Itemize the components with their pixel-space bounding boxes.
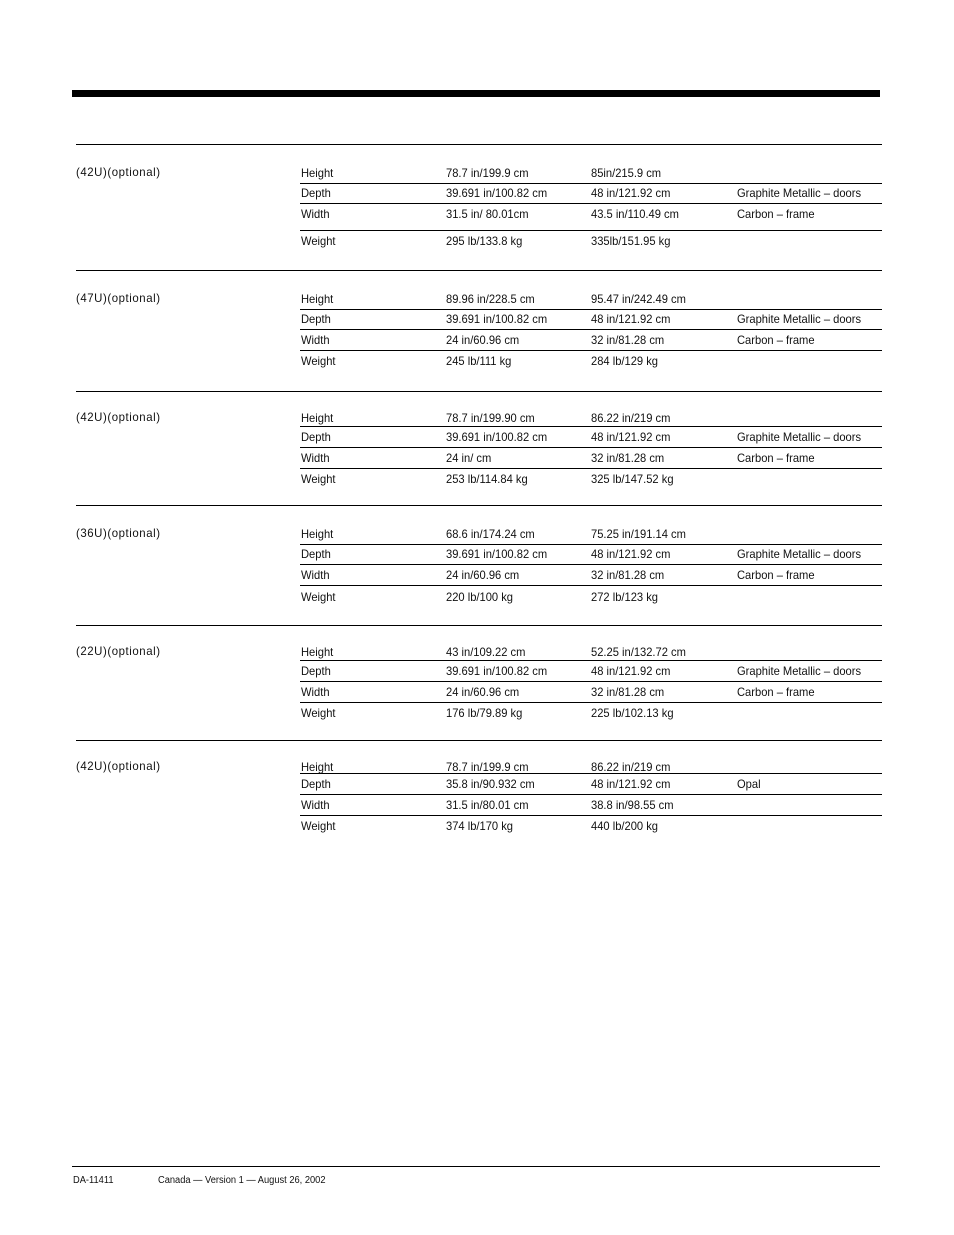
packaged-value: 48 in/121.92 cm (591, 664, 671, 678)
section-divider (76, 740, 882, 741)
standard-value: 24 in/60.96 cm (446, 685, 520, 699)
dimension-label: Depth (301, 664, 331, 678)
cabinet-size-label: (22U)(optional) (76, 644, 161, 658)
packaged-value: 43.5 in/110.49 cm (591, 207, 679, 221)
dimension-label: Height (301, 645, 334, 659)
spec-row-weight (300, 469, 882, 489)
cabinet-size-label: (42U)(optional) (76, 165, 161, 179)
spec-row-width (300, 204, 882, 231)
spec-row-weight (300, 351, 882, 371)
spec-row-width (300, 330, 882, 351)
cabinet-size-label: (36U)(optional) (76, 526, 161, 540)
packaged-value: 272 lb/123 kg (591, 590, 659, 604)
packaged-value: 32 in/81.28 cm (591, 685, 665, 699)
document-edition: Canada — Version 1 — August 26, 2002 (158, 1175, 326, 1186)
section-divider (76, 505, 882, 506)
spec-row-depth (300, 427, 882, 448)
section-divider (76, 144, 882, 145)
finish-note: Carbon – frame (737, 207, 815, 221)
dimension-label: Depth (301, 312, 331, 326)
finish-note: Graphite Metallic – doors (737, 186, 862, 200)
packaged-value: 85in/215.9 cm (591, 166, 662, 180)
standard-value: 78.7 in/199.90 cm (446, 411, 535, 425)
standard-value: 220 lb/100 kg (446, 590, 514, 604)
finish-note: Carbon – frame (737, 568, 815, 582)
standard-value: 39.691 in/100.82 cm (446, 664, 548, 678)
spec-row-depth (300, 309, 882, 330)
dimension-label: Width (301, 568, 330, 582)
dimension-label: Height (301, 292, 334, 306)
cabinet-size-label: (42U)(optional) (76, 410, 161, 424)
packaged-value: 32 in/81.28 cm (591, 333, 665, 347)
packaged-value: 75.25 in/191.14 cm (591, 527, 686, 541)
packaged-value: 48 in/121.92 cm (591, 312, 671, 326)
dimension-label: Height (301, 166, 334, 180)
packaged-value: 325 lb/147.52 kg (591, 472, 674, 486)
dimension-label: Width (301, 333, 330, 347)
dimension-label: Height (301, 411, 334, 425)
packaged-value: 95.47 in/242.49 cm (591, 292, 686, 306)
spec-row-depth (300, 774, 882, 795)
finish-note: Opal (737, 777, 761, 791)
spec-row-weight (300, 587, 882, 607)
dimension-label: Height (301, 760, 334, 774)
packaged-value: 32 in/81.28 cm (591, 568, 665, 582)
dimension-label: Weight (301, 590, 336, 604)
standard-value: 43 in/109.22 cm (446, 645, 526, 659)
spec-row-height (300, 408, 882, 427)
dimension-label: Width (301, 798, 330, 812)
dimension-label: Width (301, 451, 330, 465)
footer-rule (72, 1166, 880, 1167)
spec-row-width (300, 565, 882, 586)
header-rule (72, 90, 880, 97)
packaged-value: 48 in/121.92 cm (591, 777, 671, 791)
section-divider (76, 270, 882, 271)
standard-value: 78.7 in/199.9 cm (446, 760, 529, 774)
standard-value: 68.6 in/174.24 cm (446, 527, 535, 541)
packaged-value: 225 lb/102.13 kg (591, 706, 674, 720)
packaged-value: 335lb/151.95 kg (591, 234, 671, 248)
dimension-label: Depth (301, 777, 331, 791)
spec-row-height (300, 289, 882, 310)
cabinet-size-label: (47U)(optional) (76, 291, 161, 305)
dimension-label: Width (301, 207, 330, 221)
dimension-label: Weight (301, 354, 336, 368)
spec-row-width (300, 448, 882, 469)
dimension-label: Width (301, 685, 330, 699)
dimension-label: Weight (301, 472, 336, 486)
spec-row-height (300, 163, 882, 184)
packaged-value: 38.8 in/98.55 cm (591, 798, 674, 812)
spec-row-width (300, 682, 882, 703)
packaged-value: 284 lb/129 kg (591, 354, 659, 368)
standard-value: 39.691 in/100.82 cm (446, 186, 548, 200)
standard-value: 24 in/60.96 cm (446, 568, 520, 582)
standard-value: 39.691 in/100.82 cm (446, 547, 548, 561)
packaged-value: 48 in/121.92 cm (591, 186, 671, 200)
finish-note: Carbon – frame (737, 451, 815, 465)
dimension-label: Height (301, 527, 334, 541)
dimension-label: Depth (301, 186, 331, 200)
standard-value: 39.691 in/100.82 cm (446, 312, 548, 326)
packaged-value: 32 in/81.28 cm (591, 451, 665, 465)
standard-value: 31.5 in/ 80.01cm (446, 207, 529, 221)
document-id: DA-11411 (73, 1175, 114, 1186)
standard-value: 78.7 in/199.9 cm (446, 166, 529, 180)
standard-value: 295 lb/133.8 kg (446, 234, 523, 248)
packaged-value: 52.25 in/132.72 cm (591, 645, 686, 659)
spec-row-weight (300, 703, 882, 723)
standard-value: 253 lb/114.84 kg (446, 472, 528, 486)
finish-note: Graphite Metallic – doors (737, 312, 862, 326)
dimension-label: Depth (301, 430, 331, 444)
standard-value: 24 in/60.96 cm (446, 333, 520, 347)
packaged-value: 86.22 in/219 cm (591, 411, 671, 425)
finish-note: Carbon – frame (737, 685, 815, 699)
packaged-value: 440 lb/200 kg (591, 819, 659, 833)
standard-value: 24 in/ cm (446, 451, 492, 465)
spec-row-weight (300, 231, 882, 251)
standard-value: 89.96 in/228.5 cm (446, 292, 535, 306)
finish-note: Graphite Metallic – doors (737, 547, 862, 561)
standard-value: 245 lb/111 kg (446, 354, 512, 368)
packaged-value: 48 in/121.92 cm (591, 547, 671, 561)
cabinet-size-label: (42U)(optional) (76, 759, 161, 773)
section-divider (76, 625, 882, 626)
spec-row-depth (300, 183, 882, 204)
dimension-label: Weight (301, 706, 336, 720)
dimension-label: Depth (301, 547, 331, 561)
standard-value: 176 lb/79.89 kg (446, 706, 523, 720)
dimension-label: Weight (301, 234, 336, 248)
finish-note: Graphite Metallic – doors (737, 430, 862, 444)
standard-value: 35.8 in/90.932 cm (446, 777, 535, 791)
standard-value: 39.691 in/100.82 cm (446, 430, 548, 444)
spec-row-height (300, 757, 882, 774)
finish-note: Graphite Metallic – doors (737, 664, 862, 678)
spec-row-height (300, 524, 882, 545)
packaged-value: 86.22 in/219 cm (591, 760, 671, 774)
finish-note: Carbon – frame (737, 333, 815, 347)
spec-row-weight (300, 816, 882, 836)
standard-value: 374 lb/170 kg (446, 819, 514, 833)
packaged-value: 48 in/121.92 cm (591, 430, 671, 444)
spec-row-depth (300, 544, 882, 565)
spec-row-width (300, 795, 882, 816)
dimension-label: Weight (301, 819, 336, 833)
spec-row-height (300, 642, 882, 661)
spec-row-depth (300, 661, 882, 682)
standard-value: 31.5 in/80.01 cm (446, 798, 529, 812)
section-divider (76, 391, 882, 392)
